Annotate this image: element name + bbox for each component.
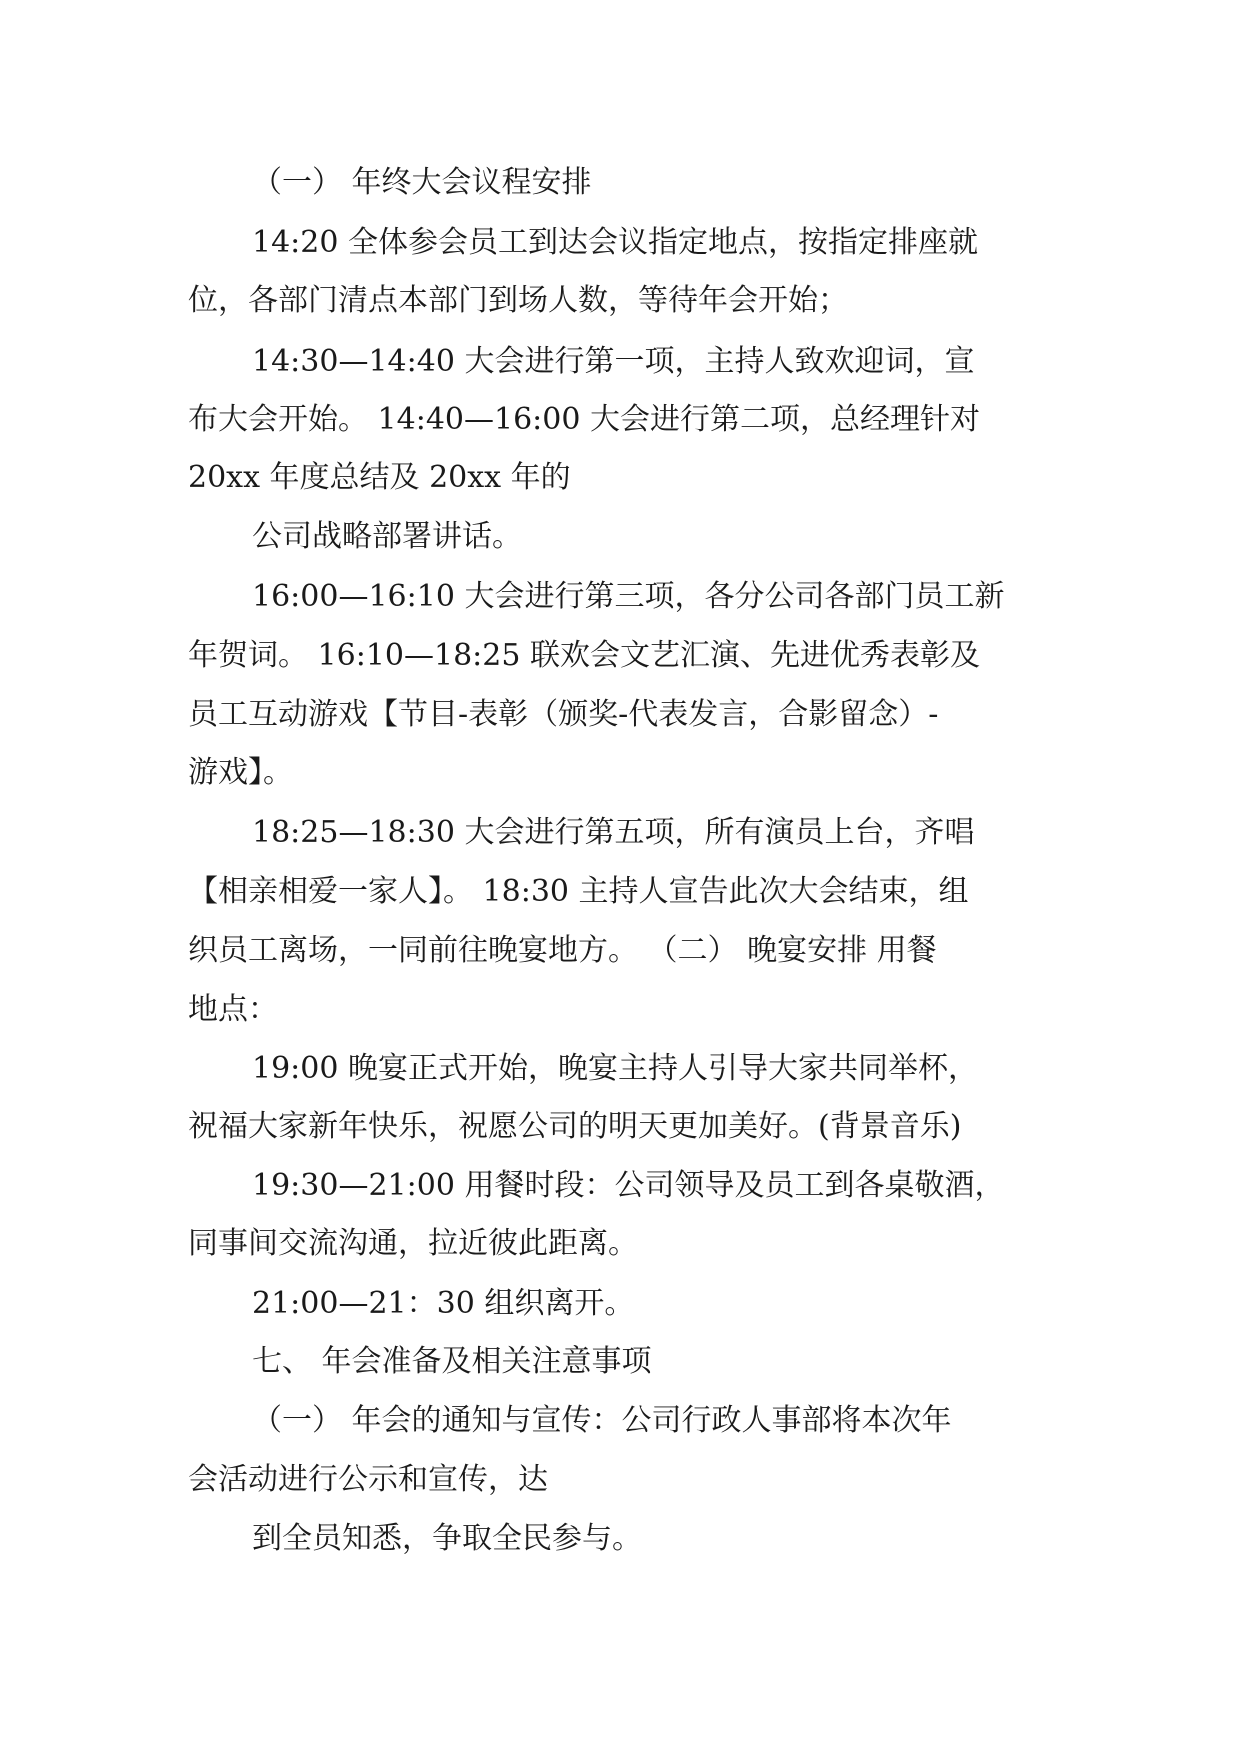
section-heading-agenda: （一） 年终大会议程安排 [252, 165, 592, 200]
paragraph-line: （一） 年会的通知与宣传：公司行政人事部将本次年 [252, 1403, 952, 1438]
paragraph-line: 会活动进行公示和宣传，达 [188, 1462, 548, 1497]
paragraph-line: 14:30—14:40 大会进行第一项，主持人致欢迎词，宣 [252, 344, 975, 379]
paragraph-line: 18:25—18:30 大会进行第五项，所有演员上台，齐唱 [252, 815, 975, 850]
paragraph-line: 织员工离场，一同前往晚宴地方。 （二） 晚宴安排 用餐 [188, 933, 937, 968]
paragraph-line: 地点： [188, 992, 278, 1027]
paragraph-line: 20xx 年度总结及 20xx 年的 [188, 460, 571, 495]
paragraph-line: 位，各部门清点本部门到场人数，等待年会开始； [188, 283, 848, 318]
paragraph-line: 16:00—16:10 大会进行第三项，各分公司各部门员工新 [252, 579, 1005, 614]
paragraph-line: 同事间交流沟通，拉近彼此距离。 [188, 1226, 638, 1261]
paragraph-line: 布大会开始。 14:40—16:00 大会进行第二项，总经理针对 [188, 402, 980, 437]
section-heading-preparation: 七、 年会准备及相关注意事项 [252, 1344, 652, 1379]
paragraph-line: 游戏】。 [188, 755, 293, 790]
paragraph-line: 到全员知悉，争取全民参与。 [252, 1521, 642, 1556]
paragraph-line: 祝福大家新年快乐，祝愿公司的明天更加美好。(背景音乐) [188, 1109, 962, 1144]
paragraph-line: 公司战略部署讲话。 [252, 519, 522, 554]
paragraph-line: 年贺词。 16:10—18:25 联欢会文艺汇演、先进优秀表彰及 [188, 638, 980, 673]
paragraph-line: 19:00 晚宴正式开始，晚宴主持人引导大家共同举杯， [252, 1051, 978, 1086]
paragraph-line: 【相亲相爱一家人】。 18:30 主持人宣告此次大会结束，组 [188, 874, 969, 909]
paragraph-line: 19:30—21:00 用餐时段：公司领导及员工到各桌敬酒， [252, 1168, 1005, 1203]
paragraph-line: 14:20 全体参会员工到达会议指定地点，按指定排座就 [252, 225, 978, 260]
paragraph-line: 21:00—21：30 组织离开。 [252, 1286, 635, 1321]
paragraph-line: 员工互动游戏【节目-表彰（颁奖-代表发言，合影留念）- [188, 697, 939, 732]
